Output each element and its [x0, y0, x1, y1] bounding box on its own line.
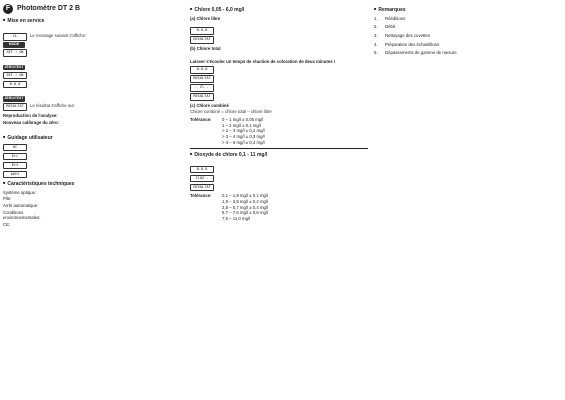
reaction-time-note: Laisser s'écouler un temps de réaction de coloration de deux minutes !: [190, 59, 336, 65]
remark-item: 3. Nettoyage des cuvettes: [374, 32, 430, 38]
display-readout: CL: [3, 33, 27, 41]
repro-subtitle: Nouveau calibrage du zéro:: [3, 120, 60, 126]
step-row: [190, 93, 368, 101]
step-row: [3, 27, 184, 32]
section-heading-chlorine: ■ Chlore 0,05 - 6,0 mg/l: [190, 6, 368, 14]
step-row: [3, 42, 184, 48]
step-row: [190, 66, 368, 74]
combined-chlorine-text: Chlore combiné = chlore total – chlore libre: [190, 109, 272, 115]
display-readout: RESULTAT: [3, 103, 27, 111]
display-readout: OC: [3, 144, 27, 152]
display-readout: SET ! OK: [3, 72, 27, 80]
display-readout: 0.0.0: [190, 66, 214, 74]
guide-row: [3, 171, 184, 179]
step-row: [190, 36, 368, 44]
display-readout: RESULTAT: [190, 93, 214, 101]
page-title: Photomètre DT 2 B: [17, 5, 81, 13]
display-readout: RESULTAT: [190, 75, 214, 83]
display-readout: bAtt: [3, 171, 27, 179]
step-row: [3, 96, 184, 102]
display-readout: ClO2 -: [190, 175, 214, 183]
spec-row: Conditions environnementales:: [3, 209, 41, 221]
tolerance-line: 1 – 2 mg/l ± 0,1 mg/l: [222, 122, 261, 128]
tolerance-line: 7,6 – 11,0 mg/l: [222, 216, 251, 222]
section-heading-chlorine-dioxide: ■ Dioxyde de chlore 0,1 - 11 mg/l: [190, 151, 368, 159]
step-row: CL Le message suivant s'affiche:: [3, 33, 184, 41]
spec-row: Pile:: [3, 196, 12, 202]
mode-button-icon: MODE: [3, 42, 25, 48]
spec-row: Arrêt automatique:: [3, 202, 39, 208]
spec-row: CE:: [3, 221, 11, 227]
step-row: [190, 166, 368, 174]
step-row: [3, 81, 184, 89]
tolerance-line: 5,7 – 7,6 mg/l ± 0,6 mg/l: [222, 210, 269, 216]
display-readout: - Cl -: [190, 84, 214, 92]
display-readout: 0.0.0: [190, 27, 214, 35]
tolerance-block: Tolérance: 0 – 1 mg/l ± 0,05 mg/l 1 – 2 mg/l ± 0,1 mg/l > 2 – 3 mg/l ± 0,2 mg/l > 3 – 4 mg/l ± 0,3 mg/l > 4 – 6 mg/l ± 0,4 mg/l: [190, 117, 368, 145]
display-readout: SET ! OK: [3, 49, 27, 57]
guide-row: [3, 153, 184, 161]
step-row: [3, 65, 184, 71]
display-readout: RESULTAT: [190, 36, 214, 44]
display-readout: Err: [3, 153, 27, 161]
column-middle: [190, 4, 368, 224]
tolerance-line: 0 – 1 mg/l ± 0,05 mg/l: [222, 116, 264, 122]
zero-test-button-icon: ZERO/TEST: [4, 96, 24, 101]
column-left: [3, 4, 184, 229]
language-badge: F: [3, 4, 13, 14]
step-row: [3, 90, 184, 95]
total-chlorine-text: [190, 52, 368, 57]
display-readout: 0.0.0: [3, 81, 27, 89]
display-readout: 0.0.0: [190, 166, 214, 174]
display-readout: RESULTAT: [190, 184, 214, 192]
remark-item: 1. Rééditions: [374, 15, 406, 21]
repro-title: Reproduction de l'analyse:: [3, 112, 58, 118]
remark-item: 2. Débit: [374, 24, 396, 30]
repro-text: [3, 127, 184, 132]
column-right: [374, 4, 560, 56]
tolerance-block: Tolérance: 0,1 – 1,9 mg/l ± 0,1 mg/l 1,9 – 3,8 mg/l ± 0,2 mg/l 3,8 – 5,7 mg/l ± 0,4 mg/l 5,7 – 7,6 mg/l ± 0,6 mg/l 7,6 – 11,0 mg/l: [190, 193, 368, 221]
guide-row: [3, 144, 184, 152]
total-chlorine-title: (b) Chlore total: [190, 45, 221, 51]
tolerance-line: > 3 – 4 mg/l ± 0,3 mg/l: [222, 133, 265, 139]
step-row: [190, 75, 368, 83]
step-row: [190, 27, 368, 35]
step-row: [190, 84, 368, 92]
guide-row: [3, 162, 184, 170]
step-row: [3, 58, 184, 63]
tolerance-line: > 4 – 6 mg/l ± 0,4 mg/l: [222, 139, 265, 145]
tolerance-line: 0,1 – 1,9 mg/l ± 0,1 mg/l: [222, 193, 269, 199]
step-row: [3, 49, 184, 57]
page-header: [3, 4, 184, 14]
display-readout: Ert: [3, 162, 27, 170]
spec-row: Système optique:: [3, 189, 37, 195]
tolerance-line: > 2 – 3 mg/l ± 0,2 mg/l: [222, 128, 265, 134]
tolerance-line: 3,8 – 5,7 mg/l ± 0,4 mg/l: [222, 204, 269, 210]
step-row: [3, 72, 184, 80]
remark-item: 4. Préparation des échantillons: [374, 41, 440, 47]
zero-test-button-icon: ZERO/TEST: [4, 64, 24, 69]
section-heading-specs: ■ Caractéristiques techniques: [3, 180, 184, 188]
section-heading-start: ■ Mise en service: [3, 17, 184, 25]
tolerance-line: 1,9 – 3,8 mg/l ± 0,2 mg/l: [222, 199, 269, 205]
remark-item: 5. Dépassements de gamme de mesure: [374, 50, 457, 56]
section-heading-guide: ■ Guidage utilisateur: [3, 134, 184, 142]
step-row: [190, 184, 368, 192]
step-row: RESULTAT Le résultat s'affiche sur:: [3, 103, 184, 111]
step-row: [190, 175, 368, 183]
combined-chlorine-title: (c) Chlore combiné: [190, 102, 229, 108]
section-heading-remarks: ■ Remarques: [374, 6, 560, 14]
free-chlorine-title: (a) Chlore libre: [190, 15, 221, 21]
